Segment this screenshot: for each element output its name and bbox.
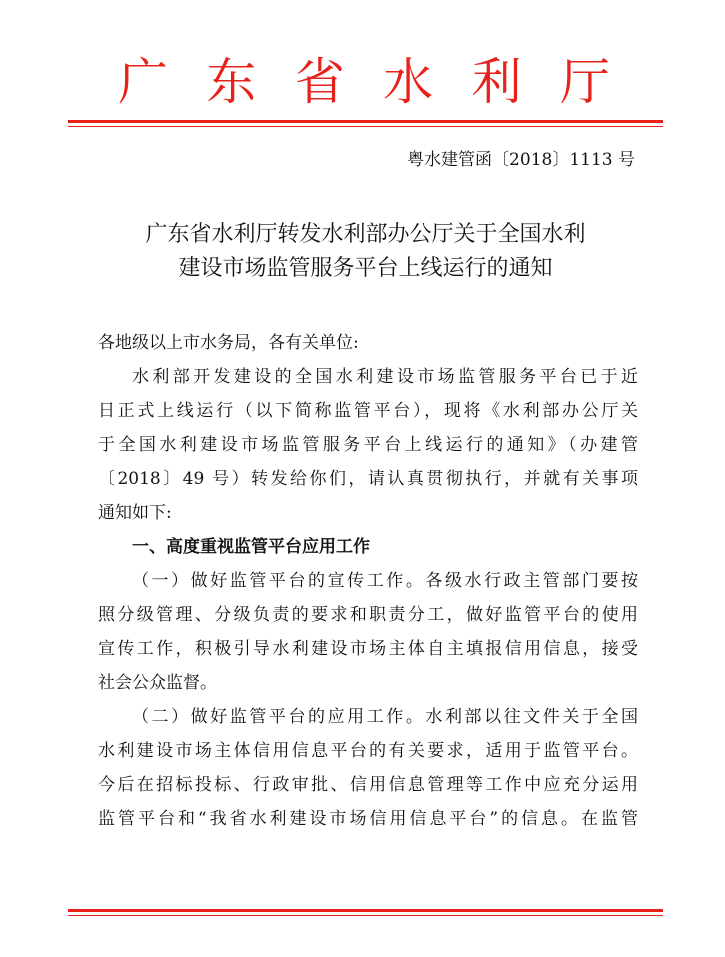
masthead-char: 东: [206, 53, 257, 111]
paragraph-line: 宣传工作，积极引导水利建设市场主体自主填报信用信息，接受: [98, 639, 638, 659]
paragraph-line: 监管平台和“我省水利建设市场信用信息平台”的信息。在监管: [98, 809, 638, 829]
paragraph-line: 今后在招标投标、行政审批、信用信息管理等工作中应充分运用: [98, 775, 638, 795]
paragraph-line: 〔2018〕49 号）转发给你们，请认真贯彻执行，并就有关事项: [98, 469, 638, 489]
document-body: [98, 326, 638, 836]
masthead-char: 厅: [559, 53, 610, 111]
paragraph-line: 于全国水利建设市场监管服务平台上线运行的通知》（办建管: [98, 435, 638, 455]
masthead-char: 省: [294, 53, 345, 111]
masthead: [0, 52, 725, 112]
paragraph-line: 照分级管理、分级负责的要求和职责分工，做好监管平台的使用: [98, 605, 638, 625]
paragraph-line: （一）做好监管平台的宣传工作。各级水行政主管部门要按: [132, 571, 638, 591]
header-rule-thick: [68, 120, 663, 123]
footer-rule-thin: [68, 915, 663, 916]
title-line: 建设市场监管服务平台上线运行的通知: [178, 256, 553, 281]
paragraph-line: 通知如下:: [98, 503, 172, 523]
document-title: [68, 218, 663, 286]
paragraph-line: 社会公众监督。: [98, 673, 217, 693]
paragraph: [98, 700, 638, 836]
footer-rule-thick: [68, 909, 663, 912]
paragraph-line: 日正式上线运行（以下简称监管平台），现将《水利部办公厅关: [98, 401, 638, 421]
masthead-char: 水: [383, 53, 434, 111]
paragraph: [98, 564, 638, 700]
header-rule-thin: [68, 126, 663, 127]
masthead-char: 广: [118, 53, 168, 111]
title-line: 广东省水利厅转发水利部办公厅关于全国水利: [145, 222, 586, 247]
section-heading: 一、高度重视监管平台应用工作: [132, 537, 370, 557]
paragraph: [98, 360, 638, 530]
paragraph-line: （二）做好监管平台的应用工作。水利部以往文件关于全国: [132, 707, 638, 727]
masthead-char: 利: [471, 53, 522, 111]
document-number: 粤水建管函〔2018〕1113 号: [407, 150, 635, 170]
salutation: 各地级以上市水务局，各有关单位:: [98, 333, 359, 353]
paragraph-line: 水利建设市场主体信用信息平台的有关要求，适用于监管平台。: [98, 741, 638, 761]
paragraph-line: 水利部开发建设的全国水利建设市场监管服务平台已于近: [132, 367, 638, 387]
